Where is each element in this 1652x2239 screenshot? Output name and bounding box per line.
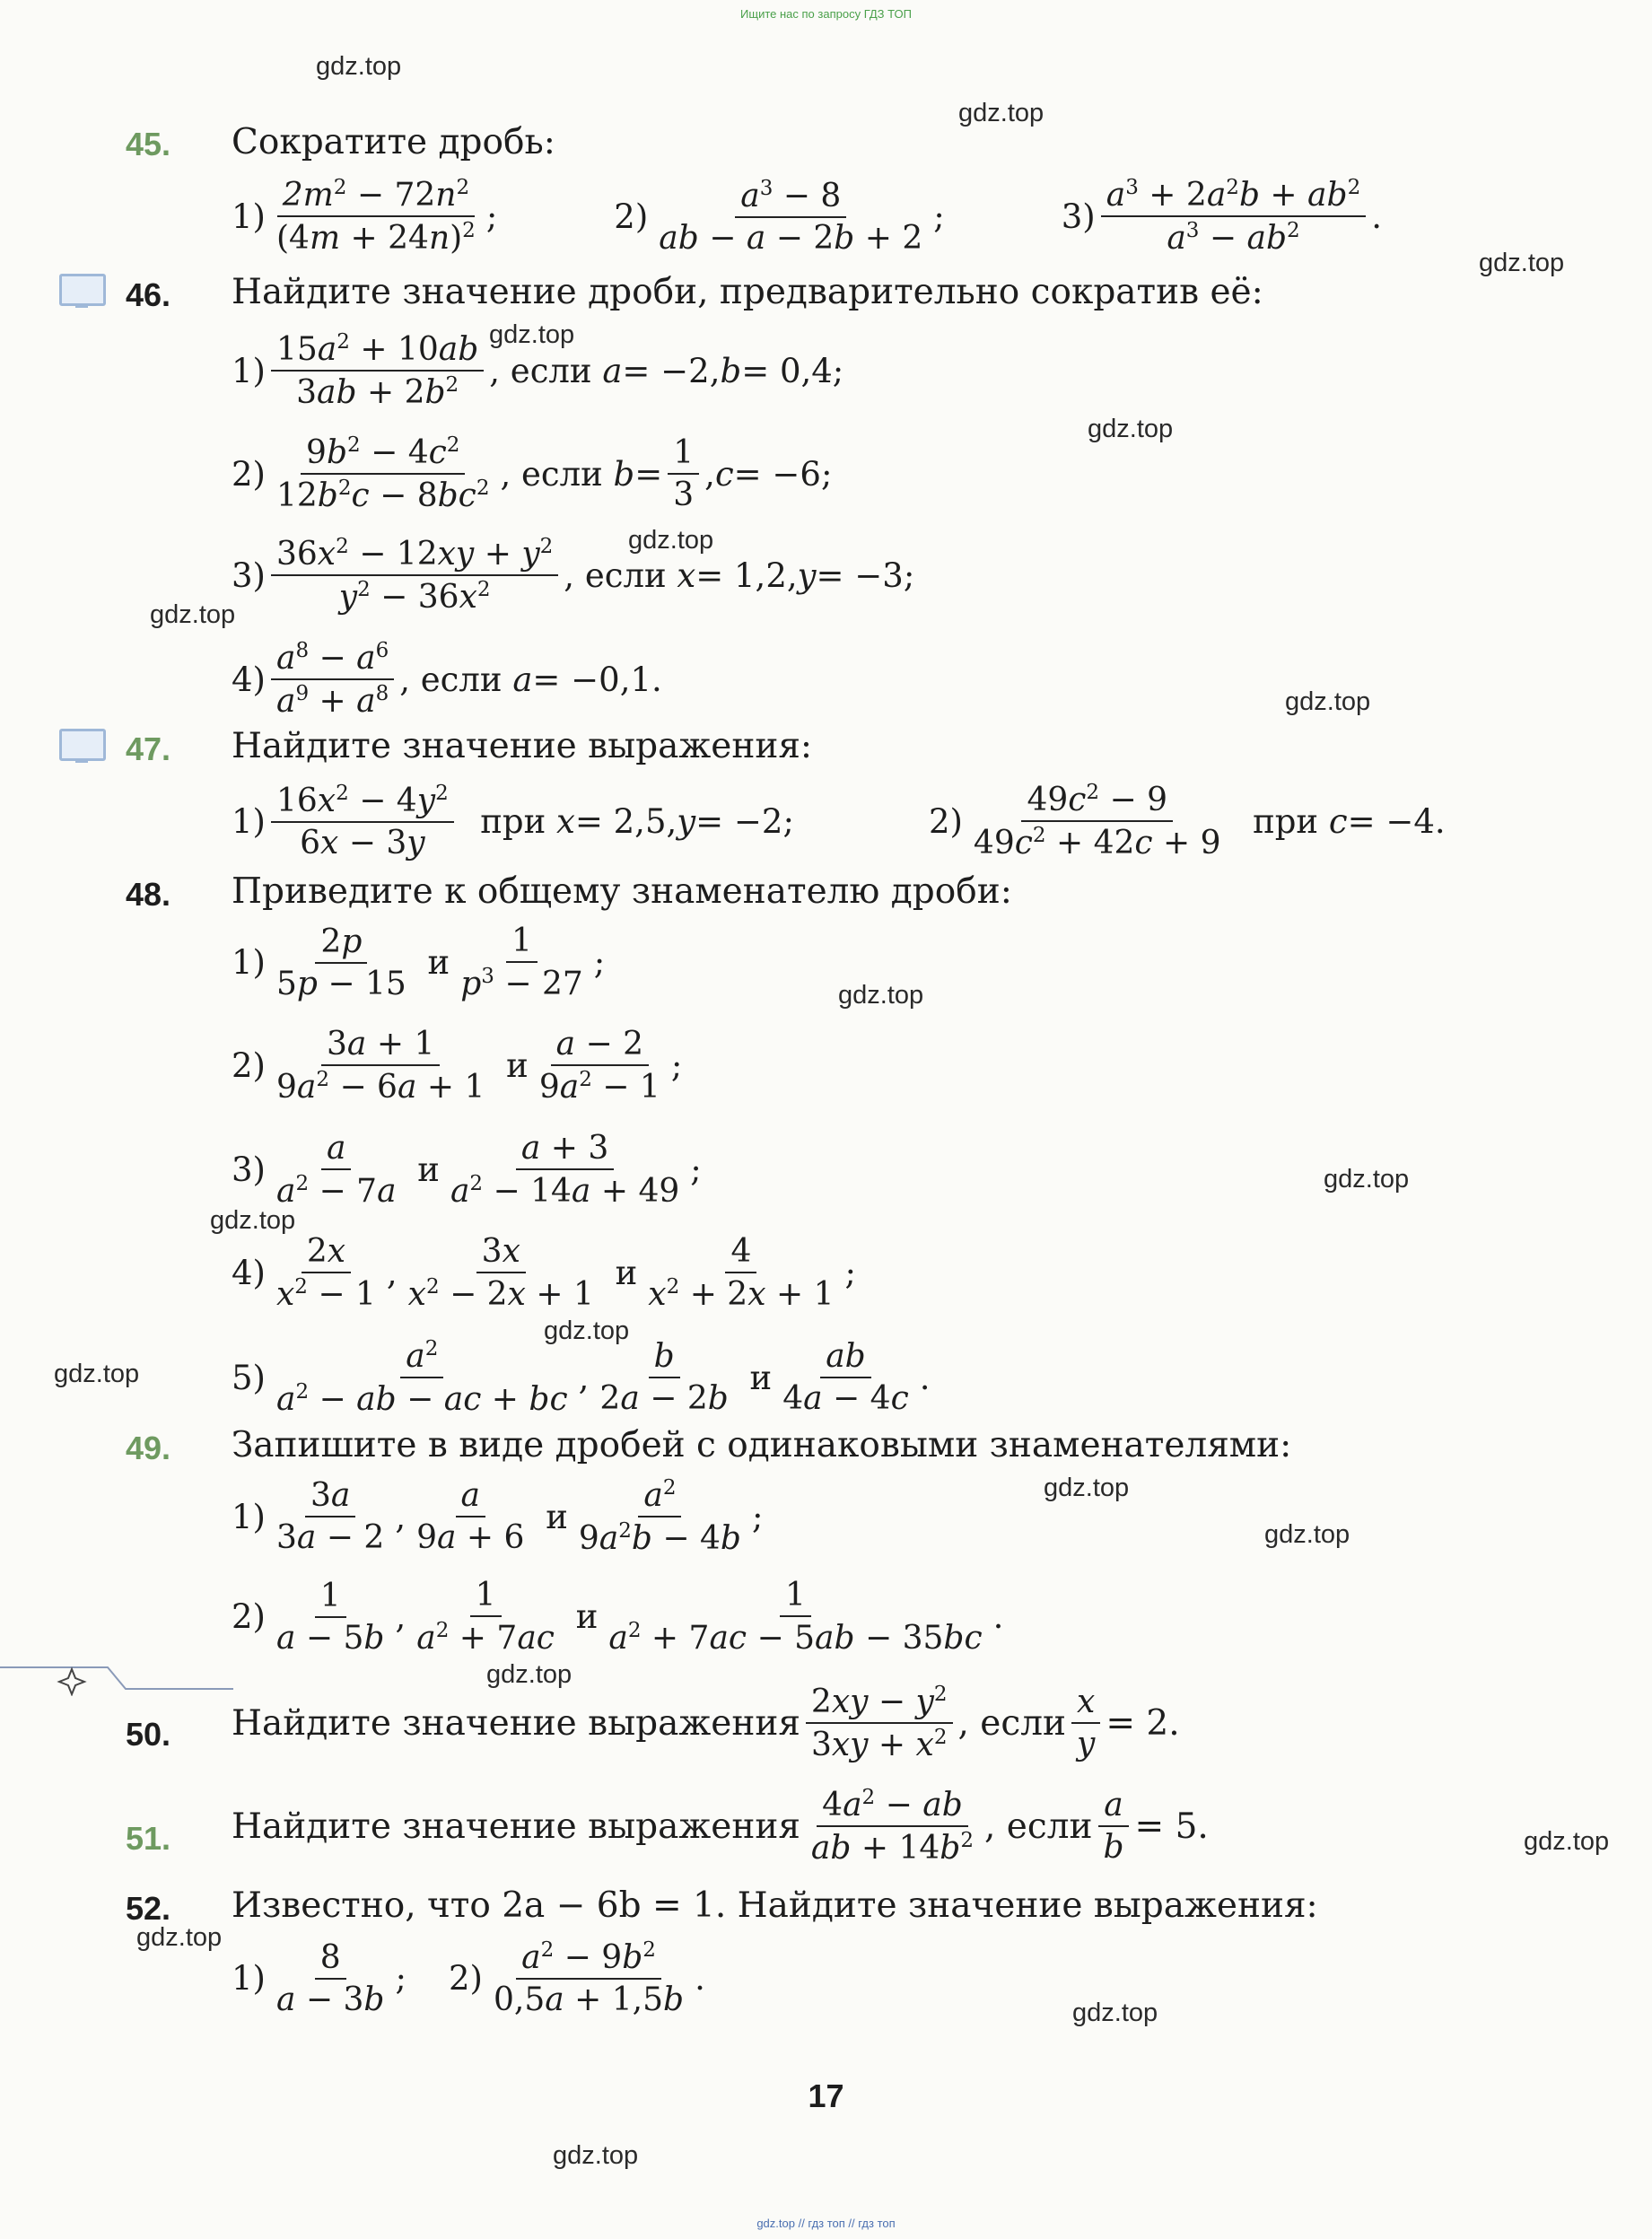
footer-note: gdz.top // гдз топ // гдз топ [756,2217,896,2230]
computer-icon [59,274,104,308]
watermark: gdz.top [544,1316,630,1345]
watermark: gdz.top [136,1923,223,1952]
watermark: gdz.top [1044,1474,1130,1502]
expression-row: 1) $\frac{15a^2 + 10ab}{3ab + 2b^2}$ , если a = −2, b = 0,4; [232,330,844,411]
task-heading: Найдите значение дроби, предварительно сократив её: [232,272,1263,312]
expression-row: 2) $\frac{9b^2 - 4c^2}{12b^2c - 8bc^2}$ , если b = $\frac{1}{3}$ , c = −6; [232,433,833,514]
expression-row: 2) $\frac{3a + 1}{9a^2 - 6a + 1}$ и $\frac{a - 2}{9a^2 - 1}$ ; [232,1026,683,1106]
watermark: gdz.top [486,1660,573,1689]
task-heading: Найдите значение выражения: [232,726,813,766]
expression-row: Найдите значение выражения $\frac{4a^2 - ab}{ab + 14b^2}$ , если $\frac{a}{b}$ = 5. [232,1786,1209,1867]
header-note: Ищите нас по запросу ГДЗ ТОП [740,7,912,21]
watermark: gdz.top [958,99,1045,127]
task-number: 51. [126,1820,171,1857]
page-number: 17 [808,2077,844,2114]
expression-row: 3) $\frac{36x^2 - 12xy + y^2}{y^2 - 36x^2}$ , если x = 1,2, y = −3; [232,535,915,616]
task-number: 47. [126,730,171,767]
watermark: gdz.top [628,526,714,555]
section-divider [0,1660,233,1696]
task-number: 49. [126,1430,171,1466]
watermark: gdz.top [316,52,402,81]
watermark: gdz.top [1072,1998,1158,2027]
watermark: gdz.top [1324,1165,1410,1194]
task-number: 46. [126,276,171,313]
watermark: gdz.top [150,600,236,629]
expression-row: 4) $\frac{a^8 - a^6}{a^9 + a^8}$ , если a = −0,1. [232,639,662,720]
watermark: gdz.top [54,1360,140,1388]
task-number: 48. [126,876,171,913]
task-number: 50. [126,1716,171,1753]
expression-row: 1) $\frac{8}{a - 3b}$ ; 2) $\frac{a^2 - 9b^2}{0,5a + 1,5b}$ . [232,1938,705,2018]
watermark: gdz.top [1285,687,1371,716]
expression-row: 3) $\frac{a}{a^2 - 7a}$ и $\frac{a + 3}{a^2 - 14a + 49}$ ; [232,1130,702,1210]
star-icon [59,1669,84,1694]
watermark: gdz.top [1264,1520,1350,1549]
watermark: gdz.top [1088,415,1174,443]
expression-row: 1) $\frac{3a}{3a - 2}$ , $\frac{a}{9a + 6}$ и $\frac{a^2}{9a^2b - 4b}$ ; [232,1476,764,1557]
expression-row: 4) $\frac{2x}{x^2 - 1}$ , $\frac{3x}{x^2 - 2x + 1}$ и $\frac{4}{x^2 + 2x + 1}$ ; [232,1233,856,1313]
expression-row: 5) $\frac{a^2}{a^2 - ab - ac + bc}$ , $\frac{b}{2a - 2b}$ и $\frac{ab}{4a - 4c}$ . [232,1337,931,1418]
expression-row: 1) $\frac{2m^2 - 72n^2}{(4m + 24n)^2}$ ; 2) $\frac{a^3 - 8}{ab - a - 2b + 2}$ ; 3) $\frac{a^3 + 2a^2b + ab^2}{a^3 - ab^2}$ . [232,176,1382,257]
task-heading: Сократите дробь: [232,122,555,162]
expression-row: 1) $\frac{2p}{5p - 15}$ и $\frac{1}{p^3 - 27}$ ; [232,923,606,1002]
expression-row: 1) $\frac{16x^2 - 4y^2}{6x - 3y}$ при x = 2,5, y = −2; 2) $\frac{49c^2 - 9}{49c^2 + 42c + 9}$ при c = −4. [232,781,1446,861]
watermark: gdz.top [553,2141,639,2170]
task-number: 45. [126,126,171,162]
watermark: gdz.top [1479,249,1565,277]
task-heading: Найдите значение выражения [232,1806,800,1847]
watermark: gdz.top [489,320,575,349]
task-heading: Приведите к общему знаменателю дроби: [232,871,1012,912]
watermark: gdz.top [210,1206,296,1235]
task-number: 52. [126,1890,171,1927]
task-heading: Известно, что 2a − 6b = 1. Найдите значение выражения: [232,1885,1318,1926]
task-heading: Найдите значение выражения [232,1702,800,1744]
expression-row: 2) $\frac{1}{a - 5b}$ , $\frac{1}{a^2 + 7ac}$ и $\frac{1}{a^2 + 7ac - 5ab - 35bc}$ . [232,1577,1004,1657]
watermark: gdz.top [838,981,924,1010]
expression-row: Найдите значение выражения $\frac{2xy - y^2}{3xy + x^2}$ , если $\frac{x}{y}$ = 2. [232,1683,1180,1763]
task-heading: Запишите в виде дробей с одинаковыми знаменателями: [232,1425,1292,1465]
computer-icon [59,729,104,763]
watermark: gdz.top [1524,1827,1610,1856]
